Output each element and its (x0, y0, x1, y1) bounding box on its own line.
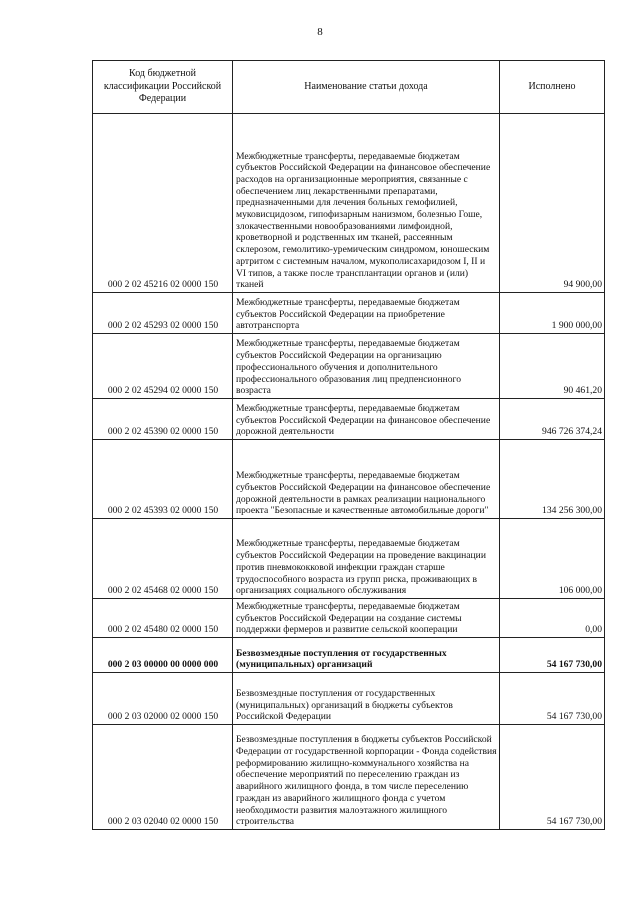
row-code: 000 2 02 45216 02 0000 150 (93, 114, 233, 293)
row-name: Безвозмездные поступления в бюджеты субъектов Российской Федерации от государственной корпорации - Фонда содействия реформированию жилищно-коммунального хозяйства на обеспечение мероприятий по переселению граждан из аварийного жилищного фонда, в том числе переселению граждан из аварийного жилищного фонда с учетом необходимости развития малоэтажного жилищного строительства (233, 725, 500, 830)
row-amount: 54 167 730,00 (500, 638, 605, 673)
table-header-row (93, 61, 605, 114)
row-amount: 134 256 300,00 (500, 440, 605, 519)
row-name: Межбюджетные трансферты, передаваемые бюджетам субъектов Российской Федерации на создание системы поддержки фермеров и развитие сельской кооперации (233, 599, 500, 638)
row-amount: 94 900,00 (500, 114, 605, 293)
row-name: Межбюджетные трансферты, передаваемые бюджетам субъектов Российской Федерации на проведение вакцинации против пневмококковой инфекции граждан старше трудоспособного возраста из групп риска, проживающих в организациях социального обслуживания (233, 519, 500, 599)
row-code: 000 2 02 45393 02 0000 150 (93, 440, 233, 519)
page-number: 8 (317, 26, 323, 38)
table-row (93, 673, 605, 725)
row-name: Межбюджетные трансферты, передаваемые бюджетам субъектов Российской Федерации на финансовое обеспечение расходов на организационные мероприятия, связанные с обеспечением лиц лекарственными препаратами, предназначенными для лечения больных гемофилией, муковисцидозом, гипофизарным нанизмом, болезнью Гоше, злокачественными новообразованиями лимфоидной, кроветворной и родственных им тканей, рассеянным склерозом, гемолитико-уремическим синдромом, юношеским артритом с системным началом, мукополисахаридозом I, II и VI типов, а также после трансплантации органов и (или) тканей (233, 114, 500, 293)
header-revenue-name: Наименование статьи дохода (233, 61, 500, 114)
row-amount: 54 167 730,00 (500, 673, 605, 725)
row-name: Межбюджетные трансферты, передаваемые бюджетам субъектов Российской Федерации на организацию профессионального обучения и дополнительного профессионального образования лиц предпенсионного возраста (233, 334, 500, 399)
row-code: 000 2 03 02000 02 0000 150 (93, 673, 233, 725)
row-amount: 946 726 374,24 (500, 399, 605, 440)
row-name: Безвозмездные поступления от государственных (муниципальных) организаций (233, 638, 500, 673)
row-amount: 0,00 (500, 599, 605, 638)
row-name: Межбюджетные трансферты, передаваемые бюджетам субъектов Российской Федерации на приобретение автотранспорта (233, 293, 500, 334)
row-code: 000 2 02 45294 02 0000 150 (93, 334, 233, 399)
row-amount: 54 167 730,00 (500, 725, 605, 830)
row-code: 000 2 03 02040 02 0000 150 (93, 725, 233, 830)
row-name: Межбюджетные трансферты, передаваемые бюджетам субъектов Российской Федерации на финансовое обеспечение дорожной деятельности (233, 399, 500, 440)
row-code: 000 2 02 45390 02 0000 150 (93, 399, 233, 440)
table-row (93, 440, 605, 519)
row-code: 000 2 02 45293 02 0000 150 (93, 293, 233, 334)
row-amount: 90 461,20 (500, 334, 605, 399)
budget-revenue-table (92, 60, 605, 830)
table-row (93, 725, 605, 830)
table-row (93, 114, 605, 293)
row-code: 000 2 02 45480 02 0000 150 (93, 599, 233, 638)
table-row (93, 519, 605, 599)
row-code: 000 2 02 45468 02 0000 150 (93, 519, 233, 599)
row-amount: 1 900 000,00 (500, 293, 605, 334)
row-amount: 106 000,00 (500, 519, 605, 599)
table-row (93, 399, 605, 440)
table-row (93, 599, 605, 638)
table-row (93, 293, 605, 334)
row-code: 000 2 03 00000 00 0000 000 (93, 638, 233, 673)
header-executed: Исполнено (500, 61, 605, 114)
row-name: Межбюджетные трансферты, передаваемые бюджетам субъектов Российской Федерации на финансовое обеспечение дорожной деятельности в рамках реализации национального проекта "Безопасные и качественные автомобильные дороги" (233, 440, 500, 519)
table-row (93, 638, 605, 673)
row-name: Безвозмездные поступления от государственных (муниципальных) организаций в бюджеты субъектов Российской Федерации (233, 673, 500, 725)
header-budget-code: Код бюджетной классификации Российской Федерации (93, 61, 233, 114)
table-row (93, 334, 605, 399)
